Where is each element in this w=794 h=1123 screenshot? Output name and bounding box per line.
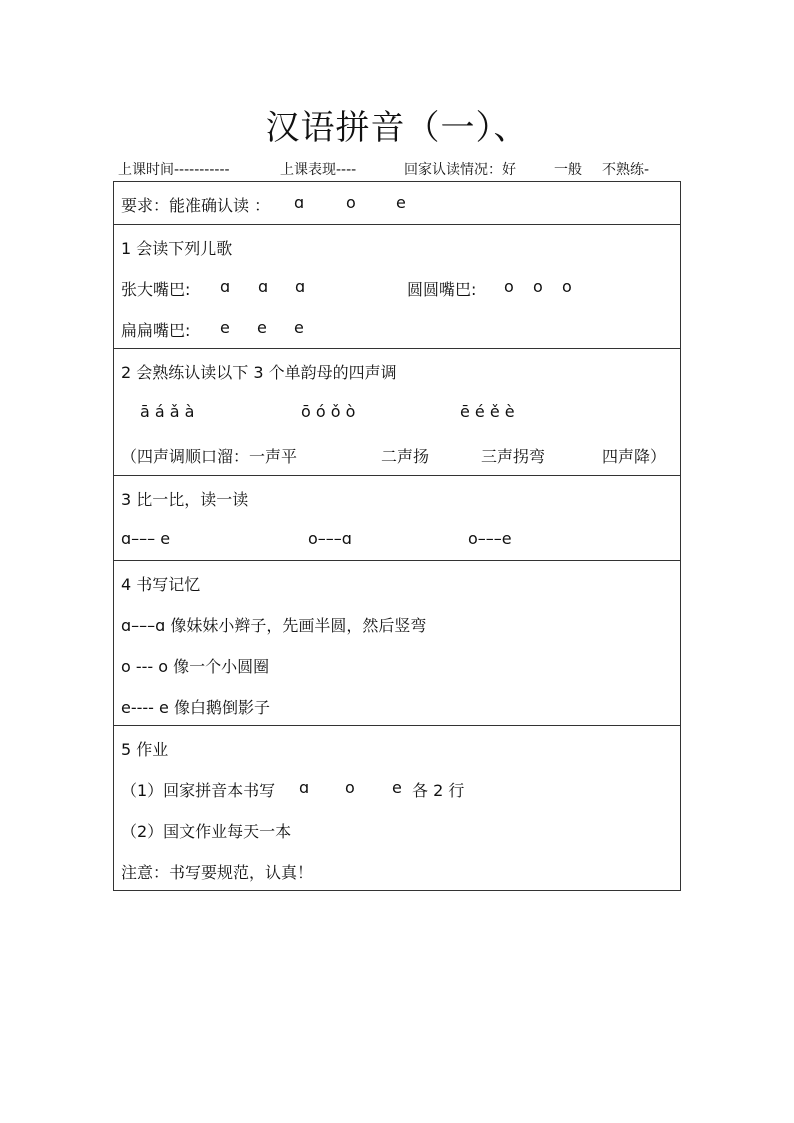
tone-rhyme-4: 四声降） xyxy=(602,447,667,466)
homework-1-label: （1）回家拼音本书写 xyxy=(121,781,276,800)
homework-note: 注意：书写要规范，认真！ xyxy=(121,863,314,882)
rhyme-e: e xyxy=(220,318,230,337)
section-2-four-tones xyxy=(114,348,680,475)
memo-e: e---- e 像白鹅倒影子 xyxy=(121,698,270,717)
compare-pair: ɑ––– e xyxy=(121,529,171,548)
requirement-a: ɑ xyxy=(294,193,305,212)
homework-1-a: ɑ xyxy=(299,778,310,797)
worksheet-table xyxy=(113,181,681,891)
rhyme-o: o xyxy=(504,277,514,296)
rhyme-a: ɑ xyxy=(258,277,269,296)
section-5-homework xyxy=(114,725,680,890)
compare-line xyxy=(114,518,680,560)
round-mouth-label: 圆圆嘴巴: xyxy=(407,280,477,299)
tones-o: ō ó ǒ ò xyxy=(301,402,356,421)
requirement-section xyxy=(114,182,680,224)
tones-a: ā á ǎ à xyxy=(140,402,195,421)
open-mouth-label: 张大嘴巴: xyxy=(121,280,191,299)
section-4-heading: 4 书写记忆 xyxy=(121,575,201,594)
rhyme-line-1 xyxy=(114,266,680,307)
homework-1 xyxy=(114,767,680,808)
rhyme-o: o xyxy=(562,277,572,296)
rhyme-a: ɑ xyxy=(220,277,231,296)
tones-e: ē é ě è xyxy=(460,402,515,421)
requirement-label: 要求：能准确认读 ： xyxy=(121,196,271,215)
flat-mouth-label: 扁扁嘴巴: xyxy=(121,321,191,340)
requirement-line xyxy=(114,182,680,224)
compare-pair: o–––e xyxy=(468,529,512,548)
home-reading-not-fluent: 不熟练- xyxy=(602,162,650,178)
homework-2: （2）国文作业每天一本 xyxy=(121,822,292,841)
rhyme-e: e xyxy=(257,318,267,337)
homework-1-o: o xyxy=(345,778,355,797)
tone-rhyme-1: （四声调顺口溜：一声平 xyxy=(121,447,298,466)
rhyme-a: ɑ xyxy=(295,277,306,296)
memo-a: ɑ–––ɑ 像妹妹小辫子，先画半圆，然后竖弯 xyxy=(121,616,427,635)
home-reading-field: 回家认读情况：好 xyxy=(404,162,516,178)
memo-o: o --- o 像一个小圆圈 xyxy=(121,657,270,676)
compare-pair: o–––ɑ xyxy=(308,529,352,548)
section-3-compare xyxy=(114,475,680,560)
homework-1-e: e xyxy=(392,778,402,797)
home-reading-average: 一般 xyxy=(554,162,582,178)
tone-rhyme-line xyxy=(114,433,680,475)
section-2-heading: 2 会熟练认读以下 3 个单韵母的四声调 xyxy=(121,363,397,382)
homework-1-tail: 各 2 行 xyxy=(412,781,465,800)
section-4-writing-memory xyxy=(114,560,680,725)
worksheet-title: 汉语拼音（一）、 xyxy=(265,108,529,148)
tone-rhyme-2: 二声扬 xyxy=(381,447,430,466)
requirement-e: e xyxy=(396,193,406,212)
rhyme-o: o xyxy=(533,277,543,296)
class-time-field: 上课时间----------- xyxy=(118,162,230,178)
requirement-o: o xyxy=(346,193,356,212)
section-1-nursery-rhyme xyxy=(114,224,680,348)
section-3-heading: 3 比一比，读一读 xyxy=(121,490,249,509)
rhyme-line-2 xyxy=(114,307,680,348)
class-performance-field: 上课表现---- xyxy=(280,162,357,178)
section-5-heading: 5 作业 xyxy=(121,740,169,759)
rhyme-e: e xyxy=(294,318,304,337)
tones-line xyxy=(114,391,680,433)
section-1-heading: 1 会读下列儿歌 xyxy=(121,239,233,258)
tone-rhyme-3: 三声拐弯 xyxy=(481,447,546,466)
